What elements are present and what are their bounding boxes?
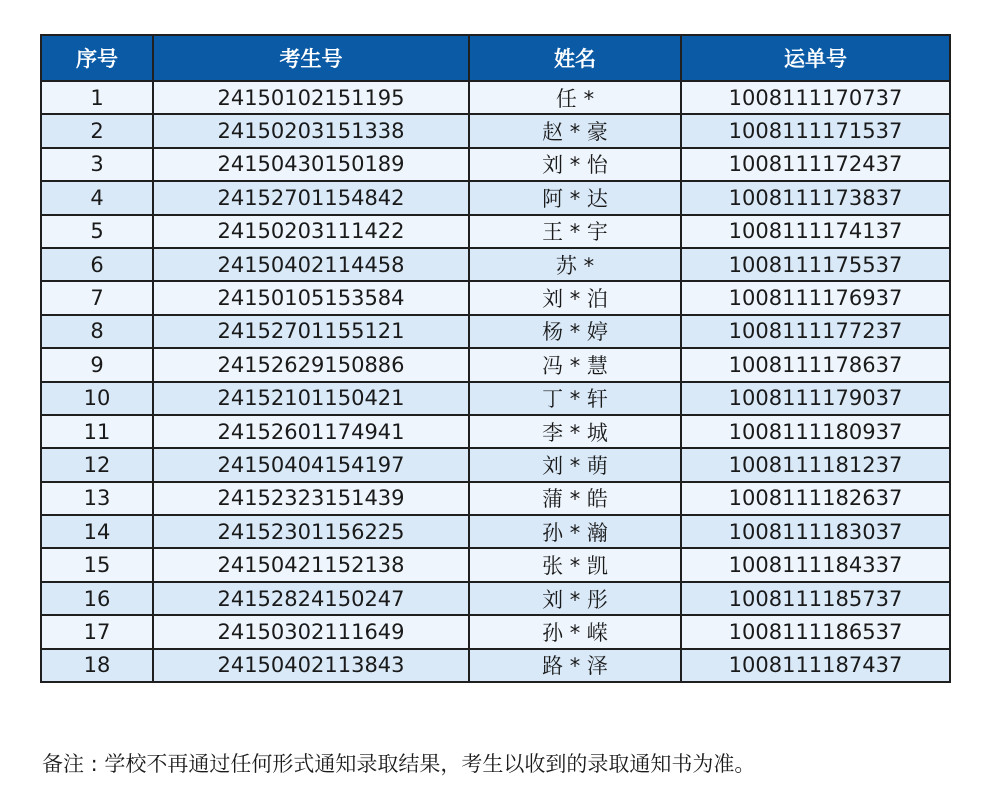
cell-seq: 2	[41, 114, 153, 147]
cell-name: 赵 * 豪	[469, 114, 681, 147]
cell-exam-no: 24150404154197	[153, 448, 469, 481]
cell-seq: 6	[41, 248, 153, 281]
table-row	[41, 114, 950, 147]
cell-waybill: 1008111170737	[681, 81, 950, 114]
cell-exam-no: 24152629150886	[153, 348, 469, 381]
cell-exam-no: 24150105153584	[153, 281, 469, 314]
cell-name: 刘 * 萌	[469, 448, 681, 481]
table-row	[41, 615, 950, 648]
cell-exam-no: 24152601174941	[153, 415, 469, 448]
cell-exam-no: 24150402114458	[153, 248, 469, 281]
cell-waybill: 1008111178637	[681, 348, 950, 381]
cell-exam-no: 24150402113843	[153, 649, 469, 682]
cell-seq: 8	[41, 315, 153, 348]
cell-seq: 10	[41, 382, 153, 415]
cell-waybill: 1008111172437	[681, 148, 950, 181]
table-row	[41, 181, 950, 214]
cell-name: 刘 * 彤	[469, 582, 681, 615]
table-row	[41, 248, 950, 281]
cell-seq: 1	[41, 81, 153, 114]
cell-seq: 7	[41, 281, 153, 314]
cell-seq: 16	[41, 582, 153, 615]
cell-waybill: 1008111182637	[681, 482, 950, 515]
table-row	[41, 482, 950, 515]
cell-exam-no: 24152701155121	[153, 315, 469, 348]
header-seq: 序号	[41, 35, 153, 81]
cell-seq: 4	[41, 181, 153, 214]
cell-seq: 15	[41, 548, 153, 581]
table-row	[41, 515, 950, 548]
cell-name: 苏 *	[469, 248, 681, 281]
cell-seq: 3	[41, 148, 153, 181]
table-row	[41, 81, 950, 114]
header-exam-no: 考生号	[153, 35, 469, 81]
footnote: 备注 : 学校不再通过任何形式通知录取结果，考生以收到的录取通知书为准。	[42, 752, 756, 776]
cell-seq: 12	[41, 448, 153, 481]
header-waybill: 运单号	[681, 35, 950, 81]
cell-waybill: 1008111177237	[681, 315, 950, 348]
table-row	[41, 315, 950, 348]
header-name: 姓名	[469, 35, 681, 81]
table-row	[41, 649, 950, 682]
cell-exam-no: 24150203151338	[153, 114, 469, 147]
cell-seq: 5	[41, 215, 153, 248]
cell-name: 刘 * 怡	[469, 148, 681, 181]
cell-name: 阿 * 达	[469, 181, 681, 214]
table-row	[41, 415, 950, 448]
cell-name: 蒲 * 皓	[469, 482, 681, 515]
cell-waybill: 1008111179037	[681, 382, 950, 415]
cell-exam-no: 24150203111422	[153, 215, 469, 248]
cell-waybill: 1008111171537	[681, 114, 950, 147]
cell-waybill: 1008111180937	[681, 415, 950, 448]
cell-name: 丁 * 轩	[469, 382, 681, 415]
table-row	[41, 215, 950, 248]
admission-shipping-table	[40, 34, 951, 683]
cell-name: 杨 * 婷	[469, 315, 681, 348]
table-row	[41, 148, 950, 181]
cell-seq: 11	[41, 415, 153, 448]
cell-name: 张 * 凯	[469, 548, 681, 581]
cell-exam-no: 24152824150247	[153, 582, 469, 615]
table-row	[41, 448, 950, 481]
cell-waybill: 1008111186537	[681, 615, 950, 648]
table-row	[41, 348, 950, 381]
cell-exam-no: 24150102151195	[153, 81, 469, 114]
cell-waybill: 1008111173837	[681, 181, 950, 214]
cell-name: 王 * 宇	[469, 215, 681, 248]
cell-exam-no: 24152323151439	[153, 482, 469, 515]
table-body	[41, 81, 950, 682]
cell-name: 刘 * 泊	[469, 281, 681, 314]
cell-waybill: 1008111181237	[681, 448, 950, 481]
cell-name: 任 *	[469, 81, 681, 114]
table-row	[41, 548, 950, 581]
cell-exam-no: 24152101150421	[153, 382, 469, 415]
cell-waybill: 1008111183037	[681, 515, 950, 548]
cell-exam-no: 24152701154842	[153, 181, 469, 214]
cell-waybill: 1008111175537	[681, 248, 950, 281]
cell-seq: 17	[41, 615, 153, 648]
cell-waybill: 1008111184337	[681, 548, 950, 581]
table-row	[41, 382, 950, 415]
cell-name: 路 * 泽	[469, 649, 681, 682]
cell-seq: 14	[41, 515, 153, 548]
cell-seq: 13	[41, 482, 153, 515]
cell-name: 孙 * 瀚	[469, 515, 681, 548]
cell-name: 李 * 城	[469, 415, 681, 448]
cell-seq: 18	[41, 649, 153, 682]
table-row	[41, 281, 950, 314]
table-header-row	[41, 35, 950, 81]
cell-waybill: 1008111176937	[681, 281, 950, 314]
cell-exam-no: 24150421152138	[153, 548, 469, 581]
cell-exam-no: 24150430150189	[153, 148, 469, 181]
cell-waybill: 1008111187437	[681, 649, 950, 682]
cell-exam-no: 24150302111649	[153, 615, 469, 648]
cell-exam-no: 24152301156225	[153, 515, 469, 548]
cell-name: 冯 * 慧	[469, 348, 681, 381]
cell-waybill: 1008111174137	[681, 215, 950, 248]
cell-waybill: 1008111185737	[681, 582, 950, 615]
cell-name: 孙 * 嵘	[469, 615, 681, 648]
table-row	[41, 582, 950, 615]
cell-seq: 9	[41, 348, 153, 381]
admission-shipping-table-wrap	[40, 34, 949, 683]
